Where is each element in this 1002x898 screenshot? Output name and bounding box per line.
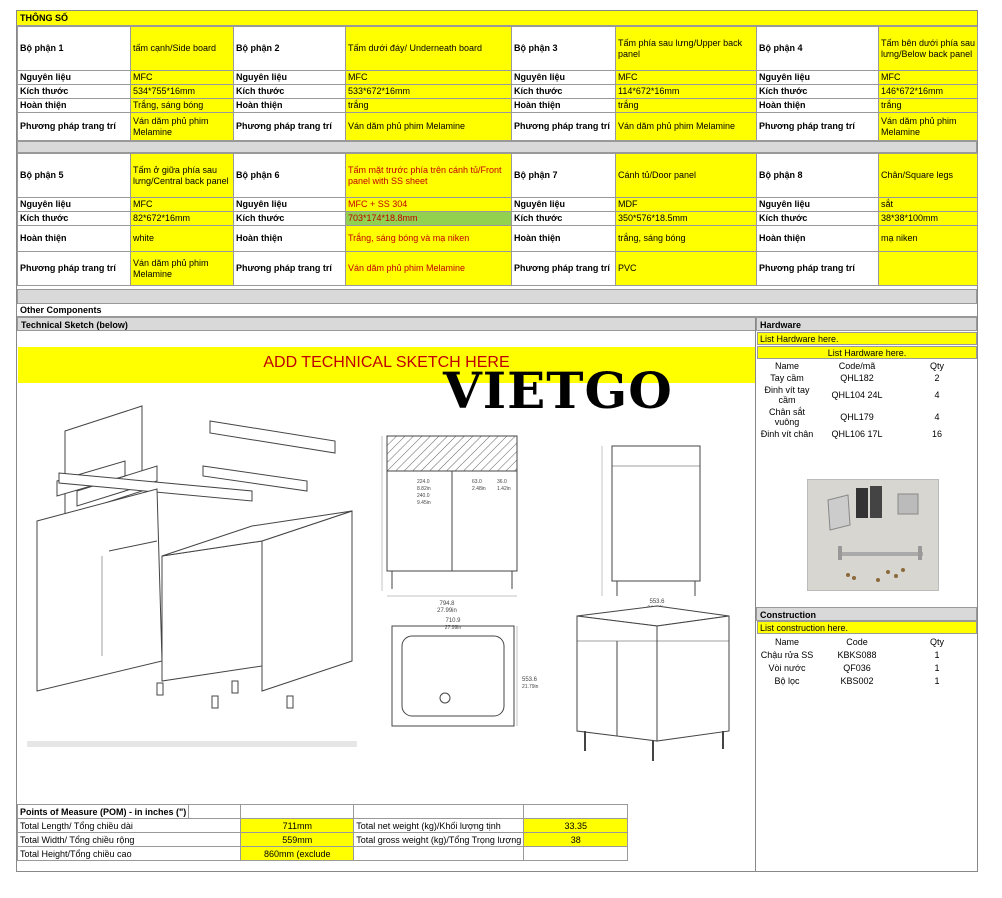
drawer-dim-d: 9.45in	[417, 500, 431, 506]
pom-label	[354, 847, 524, 861]
part7-method[interactable]: PVC	[616, 252, 757, 286]
hw-item-name: Chân sắt vuông	[768, 407, 806, 427]
part6-size[interactable]: 703*174*18.8mm	[346, 212, 512, 226]
sink-height-inch-label: 21.79in	[522, 684, 539, 690]
method-label: Phương pháp trang trí	[757, 252, 879, 286]
material-label: Nguyên liệu	[18, 71, 131, 85]
drawer-dim-e: 63.0	[472, 479, 482, 485]
finish-label: Hoàn thiện	[18, 226, 131, 252]
hw-item-qty: 16	[931, 429, 942, 439]
finish-label: Hoàn thiện	[512, 99, 616, 113]
part2-size[interactable]: 533*672*16mm	[346, 85, 512, 99]
con-item-code: KBS002	[840, 676, 874, 686]
finish-label: Hoàn thiện	[18, 99, 131, 113]
method-label: Phương pháp trang trí	[512, 252, 616, 286]
hardware-row	[757, 407, 977, 427]
part5-method[interactable]: Ván dăm phủ phim Melamine	[131, 252, 234, 286]
drawer-dim-g: 36.0	[497, 479, 507, 485]
part5-size[interactable]: 82*672*16mm	[131, 212, 234, 226]
hw-col-code: Code/mã	[838, 361, 876, 371]
material-label: Nguyên liệu	[512, 198, 616, 212]
drawer-dim-h: 1.42in	[497, 486, 511, 492]
part3-material[interactable]: MFC	[616, 71, 757, 85]
perspective-view	[577, 606, 729, 761]
part6-material[interactable]: MFC + SS 304	[346, 198, 512, 212]
pom-label: Total Height/Tổng chiều cao	[18, 847, 241, 861]
finish-label: Hoàn thiện	[512, 226, 616, 252]
con-item-qty: 1	[934, 663, 940, 673]
pom-label: Total net weight (kg)/Khối lượng tịnh	[354, 819, 524, 833]
drawer-dim-b: 8.82in	[417, 486, 431, 492]
pom-value[interactable]: 711mm	[241, 819, 354, 833]
part1-name[interactable]: tấm cạnh/Side board	[131, 27, 234, 71]
part7-name[interactable]: Cánh tủ/Door panel	[616, 154, 757, 198]
hw-item-qty: 4	[934, 412, 940, 422]
part1-label: Bộ phận 1	[18, 27, 131, 71]
material-label: Nguyên liệu	[512, 71, 616, 85]
part6-finish[interactable]: Trắng, sáng bóng và mạ niken	[346, 226, 512, 252]
con-col-name: Name	[774, 637, 799, 647]
part1-finish[interactable]: Trắng, sáng bóng	[131, 99, 234, 113]
vietgo-watermark: VIETGO	[443, 361, 673, 420]
part2-material[interactable]: MFC	[346, 71, 512, 85]
pom-label: Total Width/ Tổng chiều rộng	[18, 833, 241, 847]
pom-value[interactable]: 33.35	[524, 819, 628, 833]
sink-width-label: 710.9	[445, 618, 461, 624]
pom-label: Total Length/ Tổng chiều dài	[18, 819, 241, 833]
part4-method[interactable]: Ván dăm phủ phim Melamine	[879, 113, 978, 141]
sink-width-inch-label: 27.99in	[444, 625, 462, 631]
side-depth-label: 553.6	[649, 599, 665, 605]
part4-material[interactable]: MFC	[879, 71, 978, 85]
material-label: Nguyên liệu	[757, 71, 879, 85]
part3-method[interactable]: Ván dăm phủ phim Melamine	[616, 113, 757, 141]
part6-name[interactable]: Tấm mặt trước phía trên cánh tủ/Front panel with SS sheet	[346, 154, 512, 198]
screws-photo	[846, 568, 905, 582]
construction-list-link[interactable]: List construction here.	[757, 621, 977, 634]
method-label: Phương pháp trang trí	[234, 113, 346, 141]
part6-label: Bộ phận 6	[234, 154, 346, 198]
hardware-header-row	[757, 361, 977, 371]
drawer-dim-c: 240.0	[417, 493, 430, 499]
method-label: Phương pháp trang trí	[18, 252, 131, 286]
front-view	[382, 436, 517, 596]
size-label: Kích thước	[512, 85, 616, 99]
construction-row	[757, 650, 977, 660]
sink-height-label: 553.6	[522, 677, 538, 683]
handle-photo	[838, 546, 842, 560]
pom-label: Total gross weight (kg)/Tổng Trọng lượng	[354, 833, 524, 847]
part2-label: Bộ phận 2	[234, 27, 346, 71]
handle-photo	[918, 546, 922, 560]
material-label: Nguyên liệu	[18, 198, 131, 212]
separator-row	[17, 141, 977, 153]
hw-item-name: Tay cầm	[770, 373, 804, 383]
hardware-row	[757, 429, 977, 439]
bracket-photo	[828, 495, 850, 530]
pom-spacer	[189, 805, 241, 819]
spec-sheet	[16, 10, 978, 872]
technical-drawing	[17, 391, 755, 791]
part4-name[interactable]: Tấm bên dưới phía sau lưng/Below back panel	[879, 27, 978, 71]
drawer-dim-a: 224.0	[417, 479, 430, 485]
pom-value[interactable]: 38	[524, 833, 628, 847]
separator-row-2	[17, 289, 977, 304]
hw-item-code: QHL106 17L	[831, 429, 883, 439]
con-col-code: Code	[846, 637, 868, 647]
method-label: Phương pháp trang trí	[512, 113, 616, 141]
parts-table-2	[17, 153, 978, 286]
method-label: Phương pháp trang trí	[234, 252, 346, 286]
con-item-name: Bộ lọc	[774, 676, 800, 686]
part5-material[interactable]: MFC	[131, 198, 234, 212]
size-label: Kích thước	[18, 85, 131, 99]
size-label: Kích thước	[757, 85, 879, 99]
pom-spacer	[241, 805, 354, 819]
method-label: Phương pháp trang trí	[757, 113, 879, 141]
con-item-name: Vòi nước	[768, 663, 806, 673]
pom-title: Points of Measure (POM) - in inches (")	[18, 805, 189, 819]
hw-item-name: Đinh vít chân	[760, 429, 814, 439]
part3-finish[interactable]: trắng	[616, 99, 757, 113]
hw-item-code: QHL179	[840, 412, 874, 422]
hw-item-code: QHL182	[840, 373, 874, 383]
pom-spacer	[354, 805, 524, 819]
handle-photo	[838, 552, 923, 556]
construction-row	[757, 676, 977, 686]
construction-header-row	[757, 637, 977, 647]
finish-label: Hoàn thiện	[757, 99, 879, 113]
size-label: Kích thước	[757, 212, 879, 226]
part8-finish[interactable]: mạ niken	[879, 226, 978, 252]
con-item-qty: 1	[934, 676, 940, 686]
construction-table	[757, 637, 977, 686]
part4-size[interactable]: 146*672*16mm	[879, 85, 978, 99]
material-label: Nguyên liệu	[234, 198, 346, 212]
con-item-name: Chậu rửa SS	[760, 650, 814, 660]
sketch-banner[interactable]: ADD TECHNICAL SKETCH HERE	[18, 347, 755, 383]
section-divider	[755, 318, 756, 872]
part4-label: Bộ phận 4	[757, 27, 879, 71]
part2-name[interactable]: Tấm dưới đáy/ Underneath board	[346, 27, 512, 71]
size-label: Kích thước	[18, 212, 131, 226]
pom-value[interactable]: 559mm	[241, 833, 354, 847]
exploded-cabinet	[37, 406, 352, 708]
finish-label: Hoàn thiện	[757, 226, 879, 252]
pom-table	[17, 804, 628, 861]
method-label: Phương pháp trang trí	[18, 113, 131, 141]
part5-name[interactable]: Tấm ở giữa phía sau lưng/Central back panel	[131, 154, 234, 198]
hw-col-qty: Qty	[929, 361, 944, 371]
con-item-code: KBKS088	[837, 650, 877, 660]
hw-item-qty: 4	[934, 390, 940, 400]
con-item-code: QF036	[843, 663, 871, 673]
part5-finish[interactable]: white	[131, 226, 234, 252]
part8-label: Bộ phận 8	[757, 154, 879, 198]
pom-value[interactable]	[524, 847, 628, 861]
ground-shadow	[27, 741, 357, 747]
hardware-row	[757, 373, 977, 383]
part8-size[interactable]: 38*38*100mm	[879, 212, 978, 226]
part5-label: Bộ phận 5	[18, 154, 131, 198]
hardware-photo	[807, 479, 939, 591]
construction-header: Construction	[756, 607, 977, 621]
front-width-inch-label: 27.99in	[437, 608, 457, 614]
hardware-header: Hardware	[756, 317, 977, 331]
part7-finish[interactable]: trắng, sáng bóng	[616, 226, 757, 252]
finish-label: Hoàn thiện	[234, 226, 346, 252]
part3-name[interactable]: Tấm phía sau lưng/Upper back panel	[616, 27, 757, 71]
leg-photo	[856, 488, 868, 518]
parts-table-1	[17, 26, 978, 141]
front-width-label: 794.8	[439, 601, 455, 607]
material-label: Nguyên liệu	[234, 71, 346, 85]
size-label: Kích thước	[234, 85, 346, 99]
leg-photo	[898, 494, 918, 514]
part1-material[interactable]: MFC	[131, 71, 234, 85]
sheet-title: THÔNG SỐ	[17, 11, 977, 26]
hw-col-name: Name	[774, 361, 799, 371]
sink-top-view	[392, 626, 517, 726]
finish-label: Hoàn thiện	[234, 99, 346, 113]
size-label: Kích thước	[512, 212, 616, 226]
part8-name[interactable]: Chân/Square legs	[879, 154, 978, 198]
part7-size[interactable]: 350*576*18.5mm	[616, 212, 757, 226]
hw-item-name: Đinh vít tay cầm	[764, 385, 810, 405]
hardware-list-link[interactable]: List Hardware here.	[757, 332, 977, 345]
con-item-qty: 1	[934, 650, 940, 660]
con-col-qty: Qty	[929, 637, 944, 647]
part2-finish[interactable]: trắng	[346, 99, 512, 113]
part7-label: Bộ phận 7	[512, 154, 616, 198]
construction-row	[757, 663, 977, 673]
part6-method[interactable]: Ván dăm phủ phim Melamine	[346, 252, 512, 286]
part4-finish[interactable]: trắng	[879, 99, 978, 113]
size-label: Kích thước	[234, 212, 346, 226]
pom-spacer	[524, 805, 628, 819]
part1-size[interactable]: 534*755*16mm	[131, 85, 234, 99]
part1-method[interactable]: Ván dăm phủ phim Melamine	[131, 113, 234, 141]
hw-item-qty: 2	[934, 373, 940, 383]
hardware-row	[757, 385, 977, 405]
hardware-table	[757, 361, 977, 439]
part2-method[interactable]: Ván dăm phủ phim Melamine	[346, 113, 512, 141]
technical-sketch-header: Technical Sketch (below)	[17, 317, 756, 331]
drawer-dim-f: 2.48in	[472, 486, 486, 492]
part3-label: Bộ phận 3	[512, 27, 616, 71]
part8-material[interactable]: sắt	[879, 198, 978, 212]
other-components-label: Other Components	[17, 304, 977, 317]
material-label: Nguyên liệu	[757, 198, 879, 212]
hw-item-code: QHL104 24L	[831, 390, 883, 400]
part8-method[interactable]	[879, 252, 978, 286]
side-view	[602, 446, 700, 596]
part3-size[interactable]: 114*672*16mm	[616, 85, 757, 99]
pom-value[interactable]: 860mm (exclude	[241, 847, 354, 861]
part7-material[interactable]: MDF	[616, 198, 757, 212]
leg-photo	[870, 486, 882, 518]
hardware-list-title[interactable]: List Hardware here.	[757, 346, 977, 359]
